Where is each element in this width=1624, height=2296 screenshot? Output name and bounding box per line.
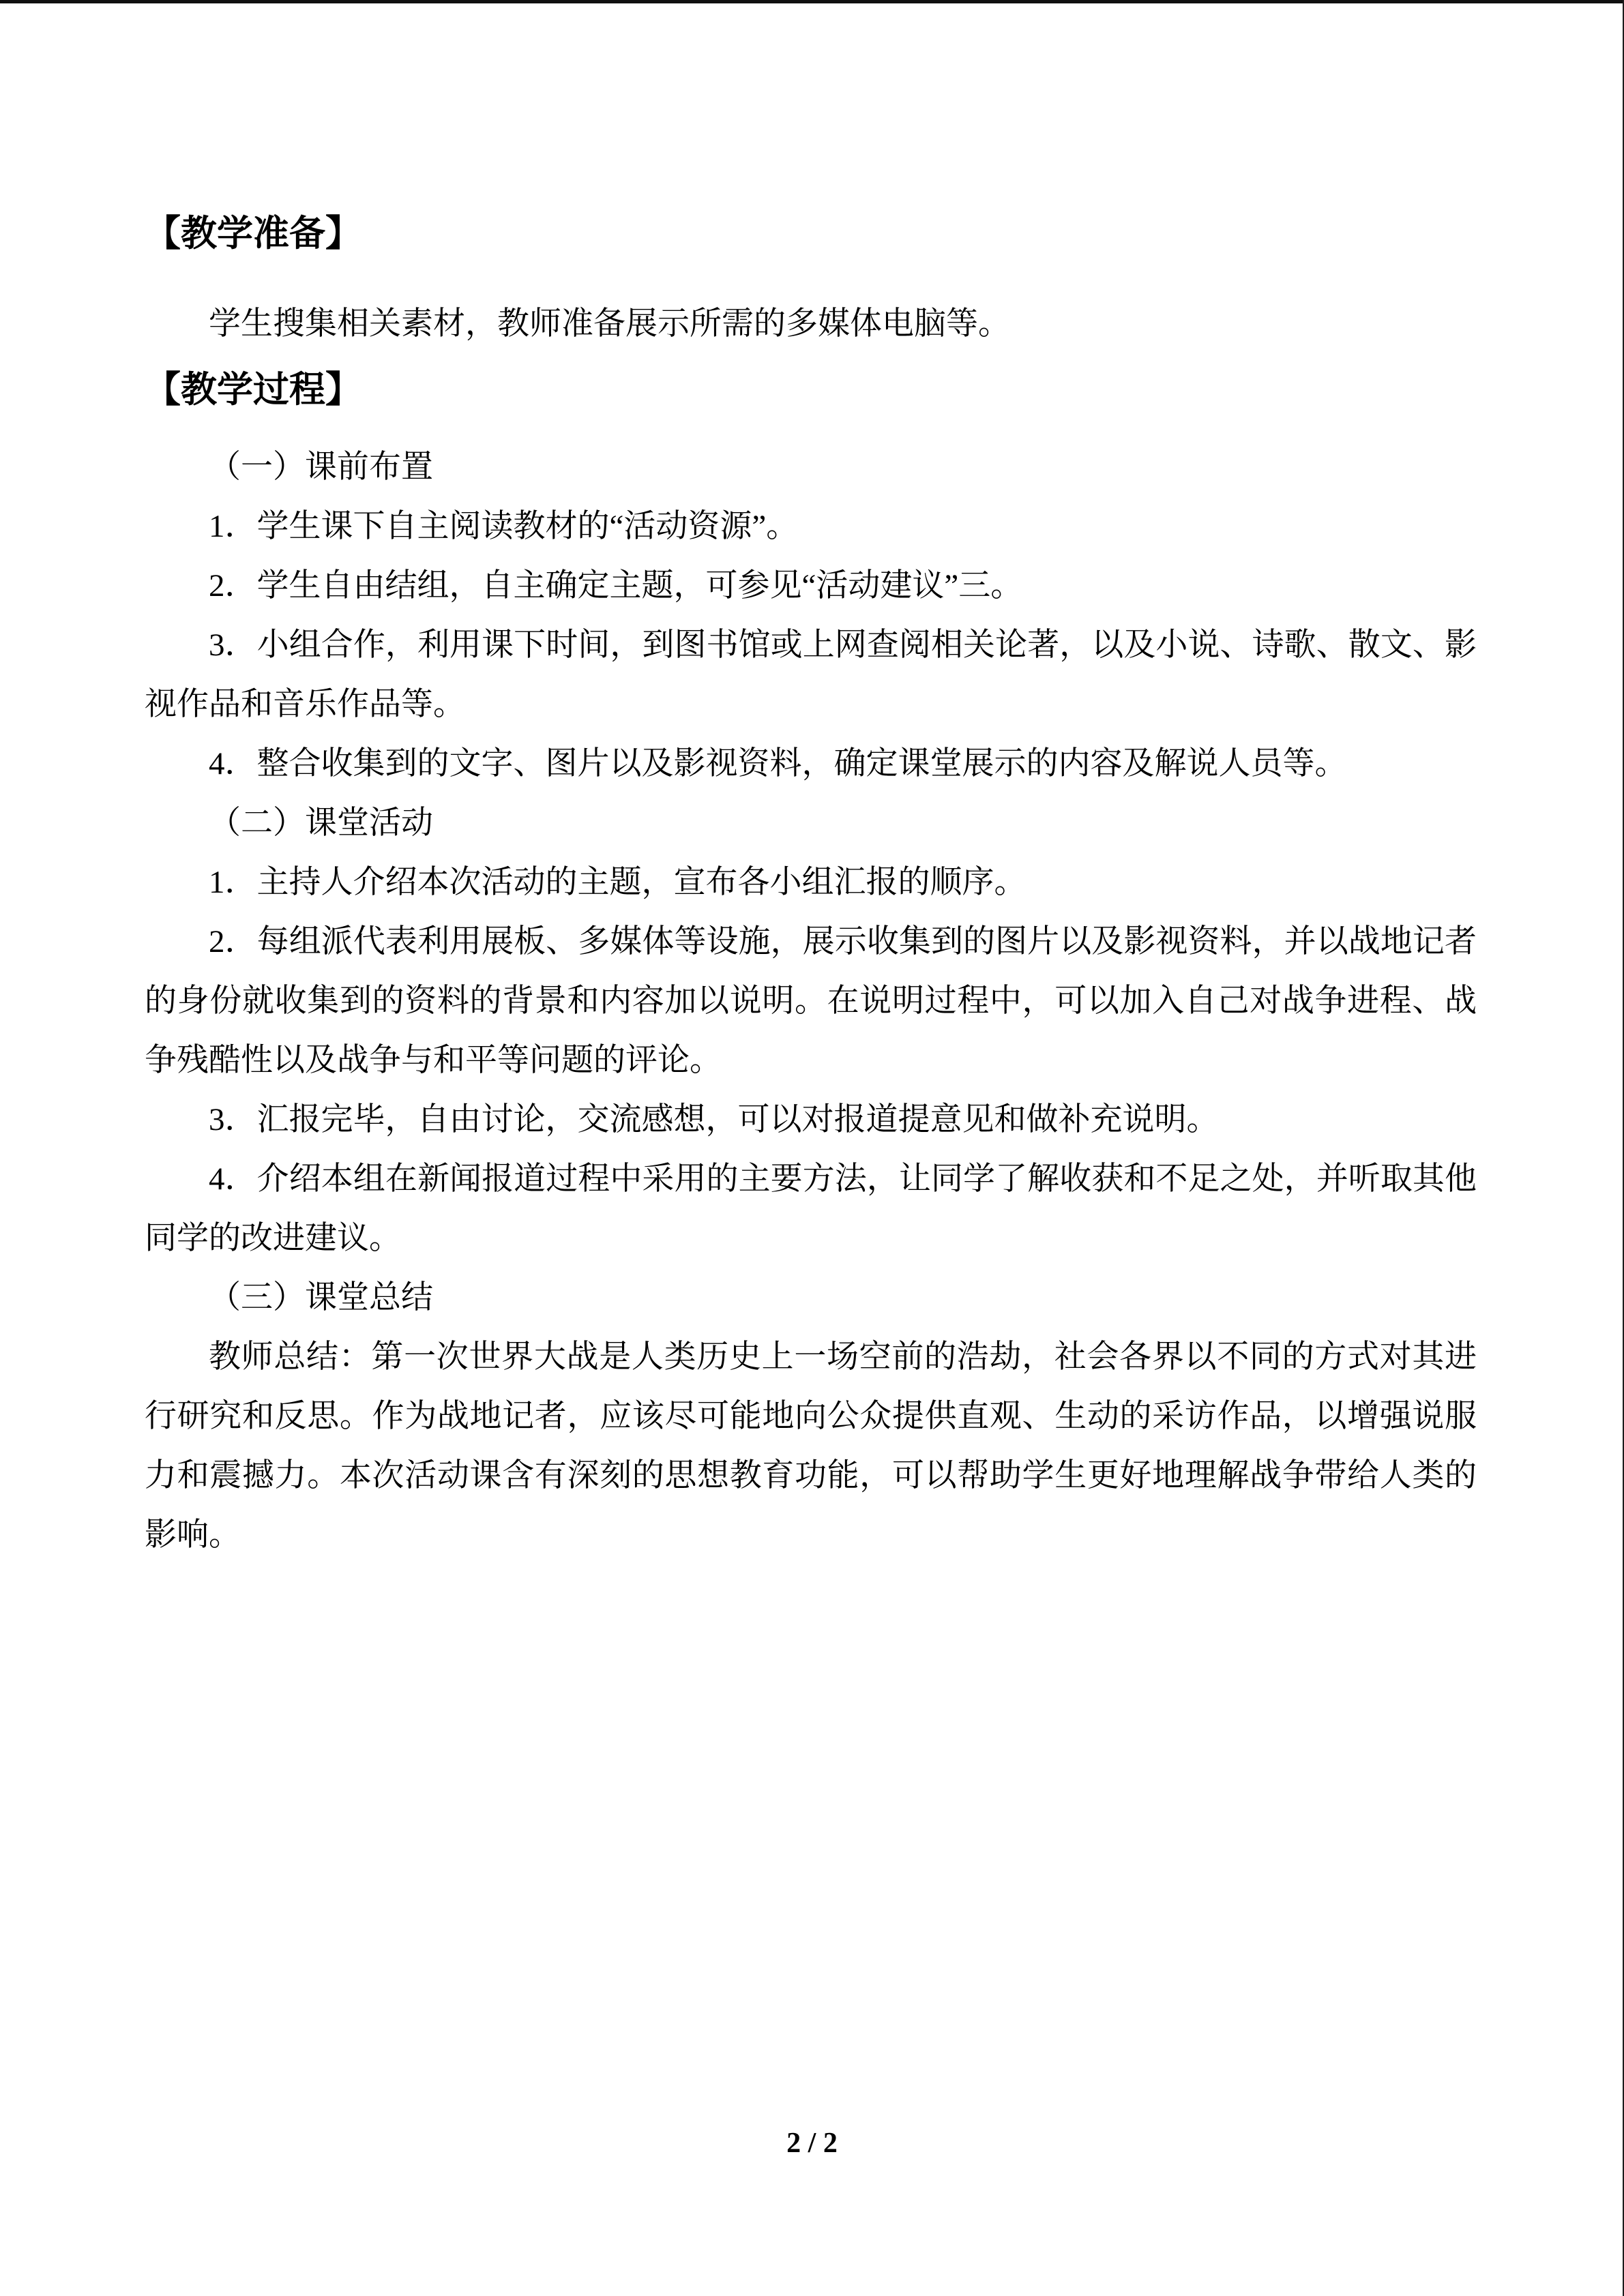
para-section-two-item-4: 4．介绍本组在新闻报道过程中采用的主要方法，让同学了解收获和不足之处，并听取其他同学的改进建议。 [145, 1161, 1477, 1256]
para-section-one-title: （一）课前布置 [209, 449, 433, 485]
page-number: 2 / 2 [786, 2128, 838, 2159]
heading-teaching-preparation: 【教学准备】 [145, 214, 361, 254]
document-content [145, 0, 1477, 1565]
para-section-three-title: （三）课堂总结 [209, 1280, 433, 1315]
para-section-two-item-3: 3．汇报完毕，自由讨论，交流感想，可以对报道提意见和做补充说明。 [209, 1102, 1219, 1137]
para-section-two-item-1: 1．主持人介绍本次活动的主题，宣布各小组汇报的顺序。 [209, 865, 1027, 900]
para-section-one-item-1: 1．学生课下自主阅读教材的“活动资源”。 [209, 509, 799, 544]
para-preparation-body: 学生搜集相关素材，教师准备展示所需的多媒体电脑等。 [209, 306, 1010, 342]
heading-teaching-process: 【教学过程】 [145, 370, 361, 410]
para-section-two-item-2: 2．每组派代表利用展板、多媒体等设施，展示收集到的图片以及影视资料，并以战地记者的身份就收集到的资料的背景和内容加以说明。在说明过程中，可以加入自己对战争进程、战争残酷性以及战争与和平等问题的评论。 [145, 924, 1477, 1078]
para-section-one-item-4: 4．整合收集到的文字、图片以及影视资料，确定课堂展示的内容及解说人员等。 [209, 746, 1347, 781]
para-teacher-summary: 教师总结：第一次世界大战是人类历史上一场空前的浩劫，社会各界以不同的方式对其进行研究和反思。作为战地记者，应该尽可能地向公众提供直观、生动的采访作品，以增强说服力和震撼力。本次活动课含有深刻的思想教育功能，可以帮助学生更好地理解战争带给人类的影响。 [145, 1339, 1477, 1553]
para-section-two-title: （二）课堂活动 [209, 805, 433, 841]
para-section-one-item-2: 2．学生自由结组，自主确定主题，可参见“活动建议”三。 [209, 568, 1023, 603]
para-section-one-item-3: 3．小组合作，利用课下时间，到图书馆或上网查阅相关论著，以及小说、诗歌、散文、影视作品和音乐作品等。 [145, 627, 1477, 722]
